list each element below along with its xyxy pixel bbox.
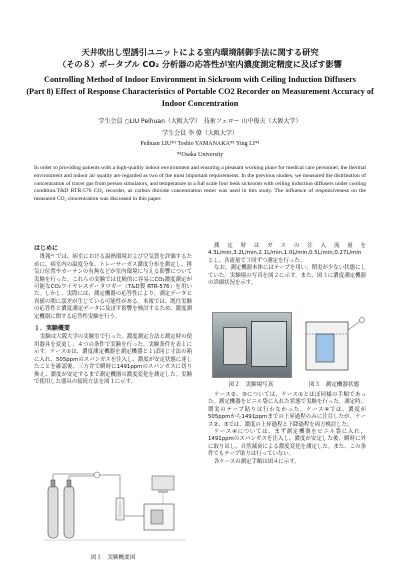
title-en-line2: (Part 8) Effect of Response Characteristics of Portable CO2 Recorder on Measurement Accuracy of: [26, 87, 374, 96]
authors-jp-line1: 学生会員 ○LIU Peihuan（大阪大学） 技術フェロー 山中俊夫（大阪大学）: [98, 118, 302, 125]
device-state-svg: [298, 312, 370, 376]
case-4-paragraph: ケース④については、まず測定機器をビニル袋に入れ、1491ppmのスパンガスを注入し、濃度が安定した後、瞬時に外に取り出し、自然減衰による濃度変化を測定した。また、この条件でもテープ貼りは行っていない。: [208, 429, 366, 458]
abstract: In order to providing patients with a high-quality indoor environment and ensuring a pleasant working place for medical care personnel, the thermal environment and indoor air quality are regarded as two of the most important requirements. In the previous studies, we measured the distribution of concentration of tracer gas from person simulators, and temperature in a full scale four beds sickroom with ceiling induction diffusers under cooling condition.T&D RTR-576 CO₂ recorder, as carbon dioxide concentration tester was used in this study. The influence of responsiveness on the measured CO₂ concentration was discussed in this paper.: [34, 165, 366, 203]
right-column-lower: [208, 392, 366, 466]
setup-diagram-svg: [40, 468, 190, 550]
flow-meter-icon: [116, 498, 124, 520]
authors-en-line2: *¹Osaka University: [176, 152, 224, 158]
flow-rate-paragraph: 測定時はガスの注入流量を4.3L/min,3.2L/min,2.1L/min,1.0L/min,0.5L/min,0.27L/minとし、各流量で３回ずつ測定を行った。: [208, 243, 366, 264]
title-en-line1: Controlling Method of Indoor Environment in Sickroom with Ceiling Induction Diffusers: [44, 75, 356, 84]
photo-intro-paragraph: なお、測定機器本体にはテープを用い、期実が少ない状態にしていた。実験場の写真を図２に示す。また、図３に濃度測定機器の詳細状況を示す。: [208, 265, 366, 287]
gas-cylinder-1-icon: [48, 480, 58, 538]
title-jp-line2: （その８）ポータブル CO₂ 分析器の応答性が室内濃度測定精度に及ぼす影響: [58, 59, 342, 69]
pc-icon: [152, 476, 174, 493]
title-en-line3: Indoor Concentration: [161, 99, 239, 108]
gas-cylinder-2-icon: [64, 480, 74, 538]
cases-2-3-paragraph: ケース②、③については、ケース①とほぼ同様の手順であった。測定機器をビニル袋に入れた状態で実験を行った。測定時、期実のテープ貼りは行わなかった。ケース④では、濃度が505ppmから1491ppmまでの上昇過程のみに注目したが、ケース②、③では、濃度の上昇過程と下降過程を両方検討した。: [208, 392, 366, 428]
figure-1-caption: 図１ 実験概要図: [90, 555, 136, 561]
title-jp-line1: 天井吹出し型誘引ユニットによる室内環境制御手法に関する研究: [81, 47, 319, 57]
figure-3-diagram: [298, 312, 370, 376]
procedure-paragraph: 各ケースの測定手順は図４に示す。: [214, 458, 300, 465]
heading-introduction: はじめに: [34, 245, 59, 252]
left-column: [34, 243, 192, 386]
figure-3-caption: 図３ 測定機器状態: [308, 382, 360, 388]
figure-1-diagram: [40, 468, 190, 550]
figure-2-caption: 図２ 実験場写真: [228, 382, 274, 388]
photo-box-shape: [251, 321, 287, 367]
experiment-paragraph: 実験は大阪大学の実験室で行った。濃度測定方法と測定時の使用器具を変更し、４つの条件で実験を行った。実験条件を表１に示す。ケース①は、濃度測定機器を測定機器と１ぱ同じ寸法の箱に入れ、505ppmのスパンガスを注入し、濃度が安定状態に達したことを確認後、三方弁で瞬時に1491ppmのスパンガスに切り換え、濃度が安定するまで測定機器の濃度変化を測定した。実験で使用した器具の接続方法を図１に示す。: [34, 334, 192, 385]
photo-device-shape: [223, 327, 247, 365]
authors-en-line1: Peihuan LIU*¹ Toshio YAMANAKA*¹ Ying LI*¹: [140, 141, 260, 147]
intro-paragraph: 既報¹⁾ では、病室における温熱環境および空気質を評価するために、病室内の温度分布、トレーサーガス濃度分布を測定し、排気口位置やカーテンの有無などが室内環境に与える影響について実験を行った。これらの実験では比較的に容易にCO₂濃度測定が可能なCO₂ワイヤレスデータロガー（T&D製 RTR-576）を用いた。しかし、実際には、測定機器の応答性により、測定データと真値の間に誤差が生じている可能性がある。本報では、既往実験の応答性と濃度測定データに及ぼす影響を検討するため、濃度測定機器に関する応答性実験を行う。: [34, 254, 192, 320]
right-column: [208, 243, 366, 287]
test-box-icon: [144, 504, 174, 530]
three-way-valve-icon: [94, 472, 100, 478]
authors-jp-line2: 学生会員 李 僚（大阪大学）: [162, 130, 238, 137]
heading-experiment-overview: １．実験概要: [34, 325, 71, 333]
figure-2-photo: [212, 312, 292, 378]
